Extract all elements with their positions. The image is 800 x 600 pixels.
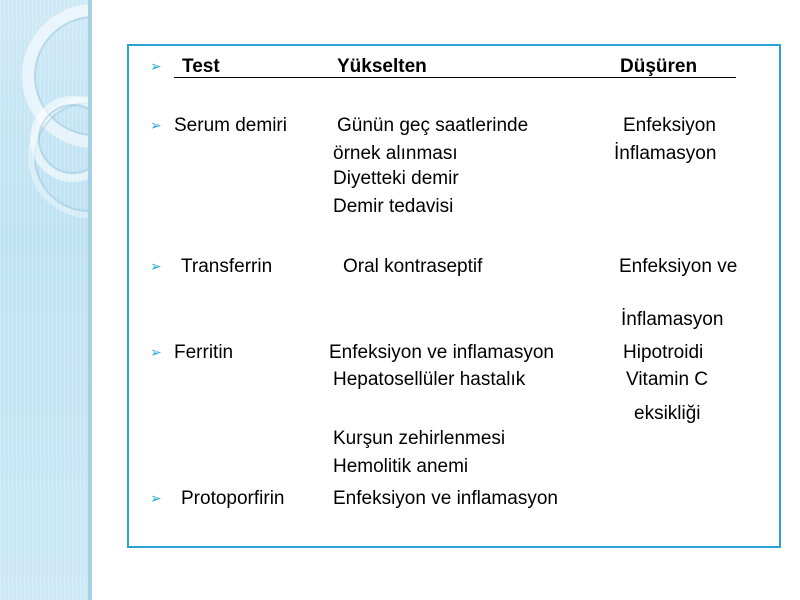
row-raising: Oral kontraseptif <box>343 256 483 277</box>
row-lowering: Vitamin C <box>626 369 709 390</box>
header-lowering: Düşüren <box>620 56 698 77</box>
row-lowering: İnflamasyon <box>614 143 717 164</box>
row-test-transferrin: Transferrin <box>181 256 273 277</box>
arrow-bullet-icon: ➢ <box>150 117 162 133</box>
header-underline <box>174 77 736 78</box>
row-raising: Kurşun zehirlenmesi <box>333 428 506 449</box>
header-raising: Yükselten <box>337 56 427 77</box>
row-lowering: İnflamasyon <box>621 309 724 330</box>
arrow-bullet-icon: ➢ <box>150 58 162 74</box>
row-lowering: Enfeksiyon <box>623 115 716 136</box>
arrow-bullet-icon: ➢ <box>150 258 162 274</box>
row-lowering: eksikliği <box>634 403 701 424</box>
header-test: Test <box>182 56 220 77</box>
row-test-ferritin: Ferritin <box>174 342 234 363</box>
row-raising: Hepatosellüler hastalık <box>333 369 526 390</box>
row-raising: Enfeksiyon ve inflamasyon <box>333 488 558 509</box>
decorative-sidebar <box>0 0 88 600</box>
row-test-protoporfirin: Protoporfirin <box>181 488 285 509</box>
arrow-bullet-icon: ➢ <box>150 490 162 506</box>
row-raising: Hemolitik anemi <box>333 456 469 477</box>
row-lowering: Enfeksiyon ve <box>619 256 738 277</box>
row-test-serum-demiri: Serum demiri <box>174 115 287 136</box>
row-lowering: Hipotroidi <box>623 342 704 363</box>
row-raising: Enfeksiyon ve inflamasyon <box>329 342 554 363</box>
row-raising: Diyetteki demir <box>333 168 459 189</box>
sidebar-edge <box>88 0 92 600</box>
row-raising: Günün geç saatlerinde <box>337 115 529 136</box>
arrow-bullet-icon: ➢ <box>150 344 162 360</box>
row-raising: örnek alınması <box>333 143 458 164</box>
row-raising: Demir tedavisi <box>333 196 454 217</box>
